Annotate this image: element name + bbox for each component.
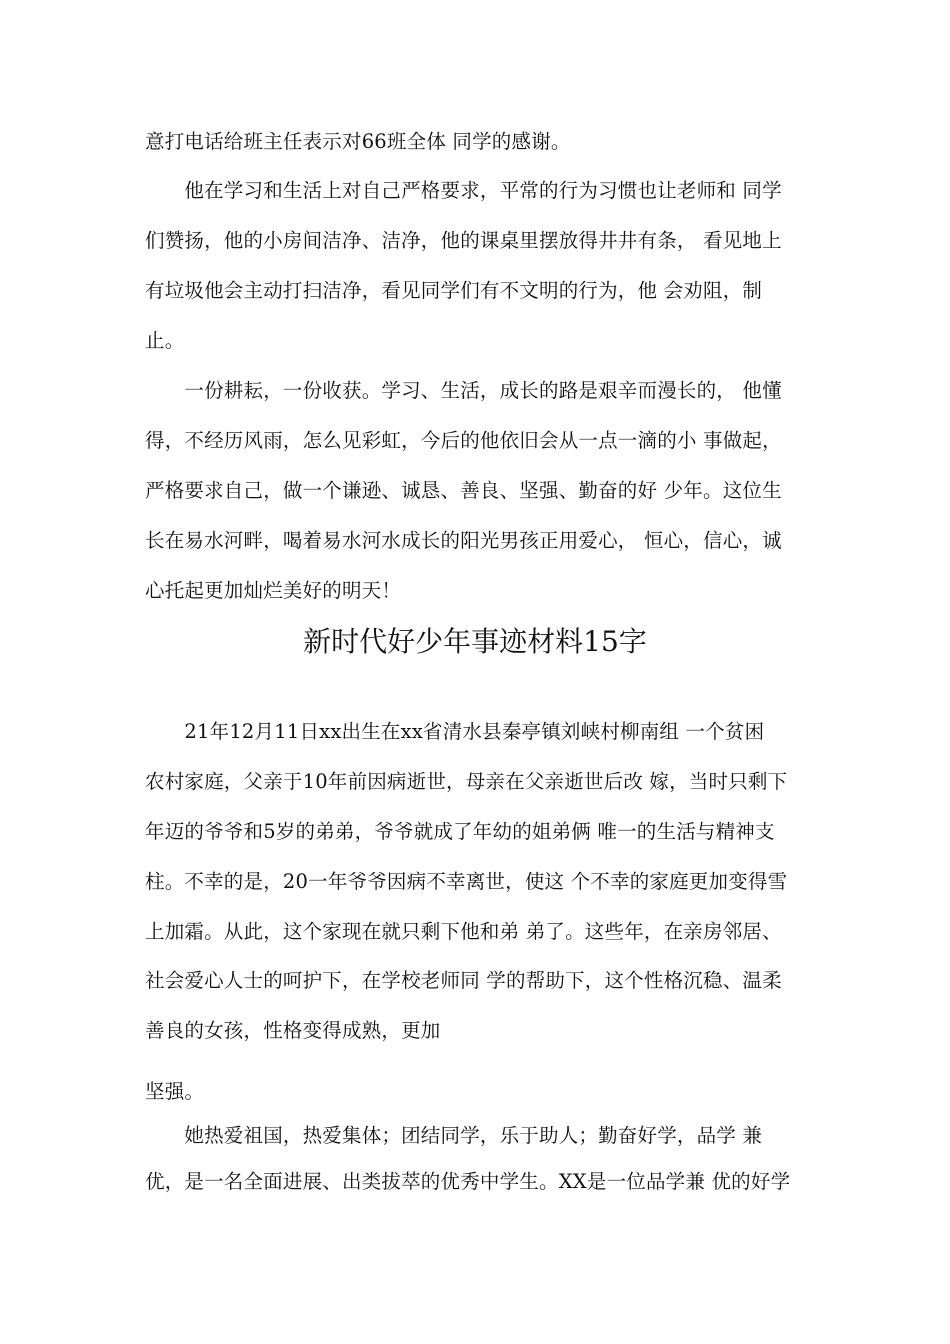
text-line: 们赞扬，他的小房间洁净、洁净，他的课桌里摆放得井井有条， 看见地上 [145, 229, 782, 252]
text-line: 心托起更加灿烂美好的明天！ [145, 579, 402, 602]
text-line: 社会爱心人士的呵护下，在学校老师同 学的帮助下，这个性格沉稳、温柔 [145, 969, 782, 992]
text-line: 优，是一名全面进展、出类拔萃的优秀中学生。XX是一位品学兼 优的好学 [145, 1170, 791, 1193]
text-line: 上加霜。从此，这个家现在就只剩下他和弟 弟了。这些年，在亲房邻居、 [145, 920, 782, 943]
text-line: 有垃圾他会主动打扫洁净，看见同学们有不文明的行为，他 会劝阻，制 [145, 279, 763, 302]
text-line: 坚强。 [145, 1080, 205, 1103]
text-line: 得，不经历风雨，怎么见彩虹，今后的他依旧会从一点一滴的小 事做起， [145, 429, 782, 452]
text-line: 他在学习和生活上对自己严格要求，平常的行为习惯也让老师和 同学 [145, 179, 782, 202]
text-line: 农村家庭，父亲于10年前因病逝世，母亲在父亲逝世后改 嫁，当时只剩下 [145, 770, 788, 793]
text-line: 柱。不幸的是，20一年爷爷因病不幸离世，使这 个不幸的家庭更加变得雪 [145, 870, 788, 893]
text-line: 21年12月11日xx出生在xx省清水县秦亭镇刘峡村柳南组 一个贫困 [145, 720, 765, 743]
text-line: 善良的女孩，性格变得成熟，更加 [145, 1019, 441, 1042]
text-line: 止。 [145, 329, 185, 352]
text-line: 她热爱祖国，热爱集体；团结同学，乐于助人；勤奋好学，品学 兼 [145, 1124, 763, 1147]
text-line: 长在易水河畔，喝着易水河水成长的阳光男孩正用爱心， 恒心，信心，诚 [145, 529, 782, 552]
text-line: 一份耕耘，一份收获。学习、生活，成长的路是艰辛而漫长的， 他懂 [145, 379, 782, 402]
text-line: 意打电话给班主任表示对66班全体 同学的感谢。 [145, 130, 571, 153]
text-line: 严格要求自己，做一个谦逊、诚恳、善良、坚强、勤奋的好 少年。这位生 [145, 479, 782, 502]
text-line: 年迈的爷爷和5岁的弟弟，爷爷就成了年幼的姐弟俩 唯一的生活与精神支 [145, 820, 775, 843]
section-title: 新时代好少年事迹材料15字 [303, 625, 647, 658]
